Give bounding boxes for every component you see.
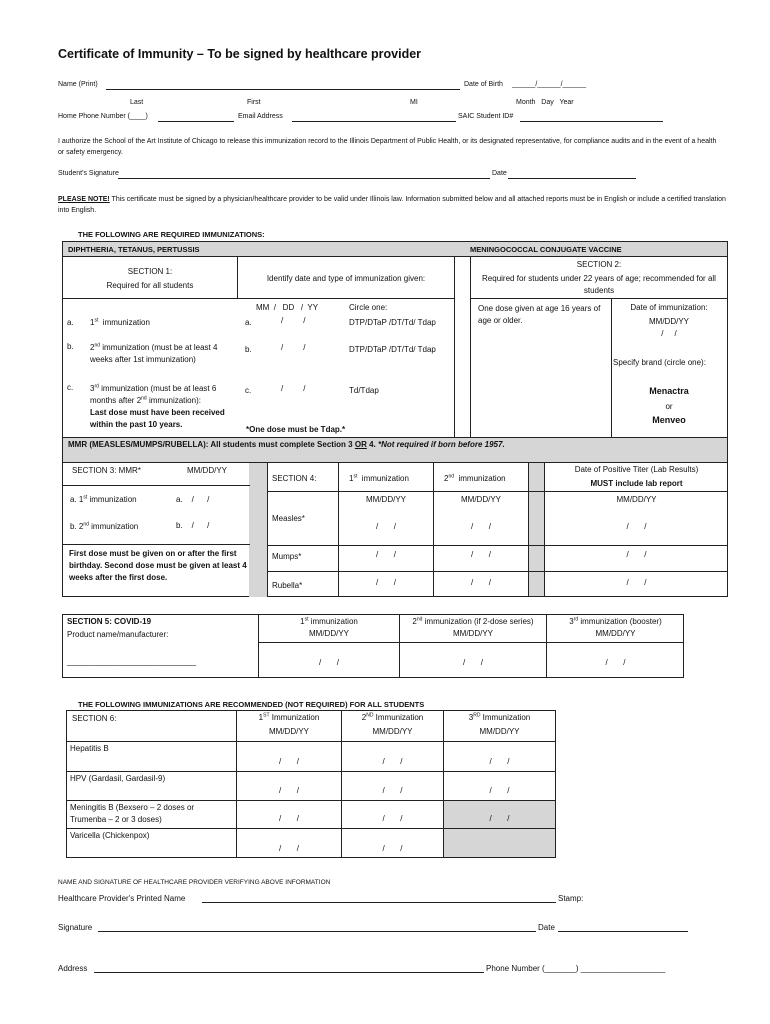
menb-label: Meningitis B (Bexsero – 2 doses or Trumenba – 2 or 3 doses) (70, 803, 195, 824)
sub-date: Month Day Year (516, 99, 574, 106)
sub-mi: MI (410, 99, 418, 106)
covid-fmt-2: MM/DD/YY (453, 629, 493, 638)
section3-b: b. 2nd immunization (70, 521, 139, 531)
measles-1[interactable]: / / (375, 522, 396, 531)
rubella-2[interactable]: / / (470, 578, 491, 587)
hepb-3[interactable]: / / (489, 757, 510, 766)
provider-signature-field[interactable] (98, 922, 536, 932)
name-label: Name (Print) (58, 81, 98, 88)
rubella-1[interactable]: / / (375, 578, 396, 587)
covid-fmt-1: MM/DD/YY (309, 629, 349, 638)
phone-number-field[interactable]: Phone Number (_______) ___________________ (486, 964, 666, 973)
row-b-date[interactable]: / / (281, 343, 306, 352)
measles-titer[interactable]: / / (626, 522, 647, 531)
mmr-heading: MMR (MEASLES/MUMPS/RUBELLA): All students must complete Section 3 OR 4. *Not required if born before 1957. (68, 440, 505, 449)
brand-or: or (665, 402, 673, 411)
rec-fmt-3: MM/DD/YY (479, 727, 520, 736)
note-text: This certificate must be signed by a physician/healthcare provider to be valid under Illinois law. Information submitted below and all attached reports must be in English or include a certified translation into English. (58, 196, 726, 214)
identify-text: Identify date and type of immunization given: (266, 274, 426, 283)
row-c-text: 3rd immunization (must be at least 6 months after 2nd immunization): Last dose must have been received within the past 10 years. (90, 383, 225, 429)
row-c-date-letter: c. (245, 386, 252, 395)
row-b-letter: b. (67, 342, 74, 351)
address-field[interactable] (94, 963, 484, 973)
mumps-label: Mumps* (272, 552, 302, 561)
brand-menveo[interactable]: Menveo (652, 415, 686, 425)
row-c-date[interactable]: / / (281, 384, 306, 393)
section3-b-date[interactable]: b. / / (176, 521, 210, 530)
hepb-2[interactable]: / / (382, 757, 403, 766)
phone-label: Home Phone Number (____) (58, 113, 148, 120)
name-field[interactable] (106, 80, 460, 90)
covid-col1: 1st immunization (300, 616, 358, 626)
circle-head: Circle one: (349, 303, 388, 312)
covid-date-1[interactable]: / / (318, 658, 339, 667)
mumps-titer[interactable]: / / (626, 550, 647, 559)
page-title: Certificate of Immunity – To be signed by healthcare provider (58, 47, 422, 61)
section4-gutter (528, 463, 544, 596)
section3-note: First dose must be given on or after the first birthday. Second dose must be given at least 4 weeks after the first dose. (69, 549, 247, 582)
covid-product-field[interactable]: _____________________________ (67, 657, 197, 666)
email-label: Email Address (238, 113, 283, 120)
provider-heading: NAME AND SIGNATURE OF HEALTHCARE PROVIDER VERIFYING ABOVE INFORMATION (58, 879, 331, 886)
section1-sub: Required for all students (106, 281, 194, 290)
covid-col3: 3rd immunization (booster) (569, 616, 662, 626)
rec-fmt-1: MM/DD/YY (269, 727, 309, 736)
section4-col1: 1st immunization (349, 473, 409, 483)
measles-label: Measles* (272, 514, 305, 523)
rec-col2: 2ND Immunization (361, 712, 424, 722)
covid-product-label: Product name/manufacturer: (67, 630, 169, 639)
address-label: Address (58, 964, 88, 973)
section2-sub: Required for students under 22 years of age; recommended for all students (482, 274, 716, 295)
covid-title: SECTION 5: COVID-19 (67, 617, 152, 626)
covid-col2: 2nd immunization (if 2-dose series) (412, 616, 534, 626)
stamp-label: Stamp: (558, 894, 584, 903)
note-label: PLEASE NOTE! (58, 196, 110, 203)
measles-2[interactable]: / / (470, 522, 491, 531)
s4-fmt-2: MM/DD/YY (461, 495, 501, 504)
mening-date-field[interactable]: / / (661, 329, 677, 338)
phone-field[interactable] (158, 112, 234, 122)
varicella-1[interactable]: / / (278, 844, 299, 853)
provider-name-field[interactable] (202, 893, 556, 903)
section4-col2: 2nd immunization (444, 473, 506, 483)
hpv-2[interactable]: / / (382, 786, 403, 795)
row-a-text: 1st immunization (90, 317, 150, 327)
provider-date-field[interactable] (558, 922, 688, 932)
mening-date-fmt: MM/DD/YY (649, 317, 689, 326)
s4-fmt-3: MM/DD/YY (616, 495, 657, 504)
varicella-label: Varicella (Chickenpox) (70, 831, 150, 840)
provider-date-label: Date (538, 923, 555, 932)
row-c-letter: c. (67, 383, 74, 392)
menb-1[interactable]: / / (278, 814, 299, 823)
brand-label: Specify brand (circle one): (613, 358, 706, 367)
covid-date-2[interactable]: / / (462, 658, 483, 667)
saic-label: SAIC Student ID# (458, 113, 514, 120)
s4-fmt-1: MM/DD/YY (366, 495, 406, 504)
dob-field[interactable]: ______/______/______ (512, 81, 586, 88)
saic-field[interactable] (520, 112, 663, 122)
rec-col3: 3RD Immunization (468, 712, 531, 722)
section4-label: SECTION 4: (272, 474, 317, 483)
note (58, 194, 726, 216)
menb-2[interactable]: / / (382, 814, 403, 823)
rec-col1: 1ST Immunization (258, 712, 320, 722)
hepb-label: Hepatitis B (70, 744, 109, 753)
authorization-text: I authorize the School of the Art Institute of Chicago to release this immunization record to the Illinois Department of Public Health, or its designated representative, for compliance audits and in the event of a health or safety emergency. (58, 138, 717, 156)
section3-label: SECTION 3: MMR* (72, 466, 141, 475)
recommended-heading: THE FOLLOWING IMMUNIZATIONS ARE RECOMMENDED (NOT REQUIRED) FOR ALL STUDENTS (78, 700, 425, 709)
row-a-date-letter: a. (245, 318, 252, 327)
section3-a-date[interactable]: a. / / (176, 495, 210, 504)
titer-head: Date of Positive Titer (Lab Results) (574, 465, 699, 474)
row-a-letter: a. (67, 318, 74, 327)
hpv-1[interactable]: / / (278, 786, 299, 795)
rubella-titer[interactable]: / / (626, 578, 647, 587)
tdap-note: *One dose must be Tdap.* (246, 425, 346, 434)
rec-fmt-2: MM/DD/YY (372, 727, 413, 736)
brand-menactra[interactable]: Menactra (649, 386, 689, 396)
required-heading: THE FOLLOWING ARE REQUIRED IMMUNIZATIONS: (78, 230, 265, 239)
mening-date-label: Date of immunization: (630, 303, 708, 312)
row-b-date-letter: b. (245, 345, 252, 354)
row-b-types[interactable]: DTP/DTaP /DT/Td/ Tdap (349, 345, 436, 354)
mening-title: MENINGOCOCCAL CONJUGATE VACCINE (470, 245, 622, 254)
mening-once: One dose given at age 16 years of age or older. (478, 304, 601, 325)
row-b-text: 2nd immunization (must be at least 4 weeks after 1st immunization) (90, 342, 218, 364)
rubella-label: Rubella* (272, 581, 303, 590)
section1-title: SECTION 1: (127, 267, 173, 276)
row-c-types[interactable]: Td/Tdap (349, 386, 379, 395)
student-date-label: Date (492, 170, 507, 177)
dtp-title: DIPHTHERIA, TETANUS, PERTUSSIS (68, 245, 200, 254)
titer-must: MUST include lab report (590, 479, 683, 488)
hpv-label: HPV (Gardasil, Gardasil-9) (70, 774, 166, 783)
student-signature-field[interactable] (118, 169, 490, 179)
section6-label: SECTION 6: (72, 714, 117, 723)
date-head: MM / DD / YY (256, 303, 319, 312)
covid-date-3[interactable]: / / (605, 658, 626, 667)
covid-fmt-3: MM/DD/YY (595, 629, 636, 638)
section3-a: a. 1st immunization (70, 494, 137, 504)
varicella-2[interactable]: / / (382, 844, 403, 853)
hepb-1[interactable]: / / (278, 757, 299, 766)
sub-last: Last (130, 99, 144, 106)
row-a-types[interactable]: DTP/DTaP /DT/Td/ Tdap (349, 318, 436, 327)
sub-first: First (247, 99, 261, 106)
row-a-date[interactable]: / / (281, 316, 306, 325)
section3-date-head: MM/DD/YY (187, 466, 227, 475)
section2-title: SECTION 2: (576, 260, 622, 269)
dob-label: Date of Birth (464, 81, 503, 88)
email-field[interactable] (292, 112, 456, 122)
provider-name-label: Healthcare Provider's Printed Name (58, 894, 186, 903)
mumps-1[interactable]: / / (375, 550, 396, 559)
student-signature-label: Student's Signature (58, 170, 119, 177)
mumps-2[interactable]: / / (470, 550, 491, 559)
hpv-3[interactable]: / / (489, 786, 510, 795)
student-date-field[interactable] (508, 169, 636, 179)
provider-signature-label: Signature (58, 923, 93, 932)
menb-3[interactable]: / / (489, 814, 510, 823)
